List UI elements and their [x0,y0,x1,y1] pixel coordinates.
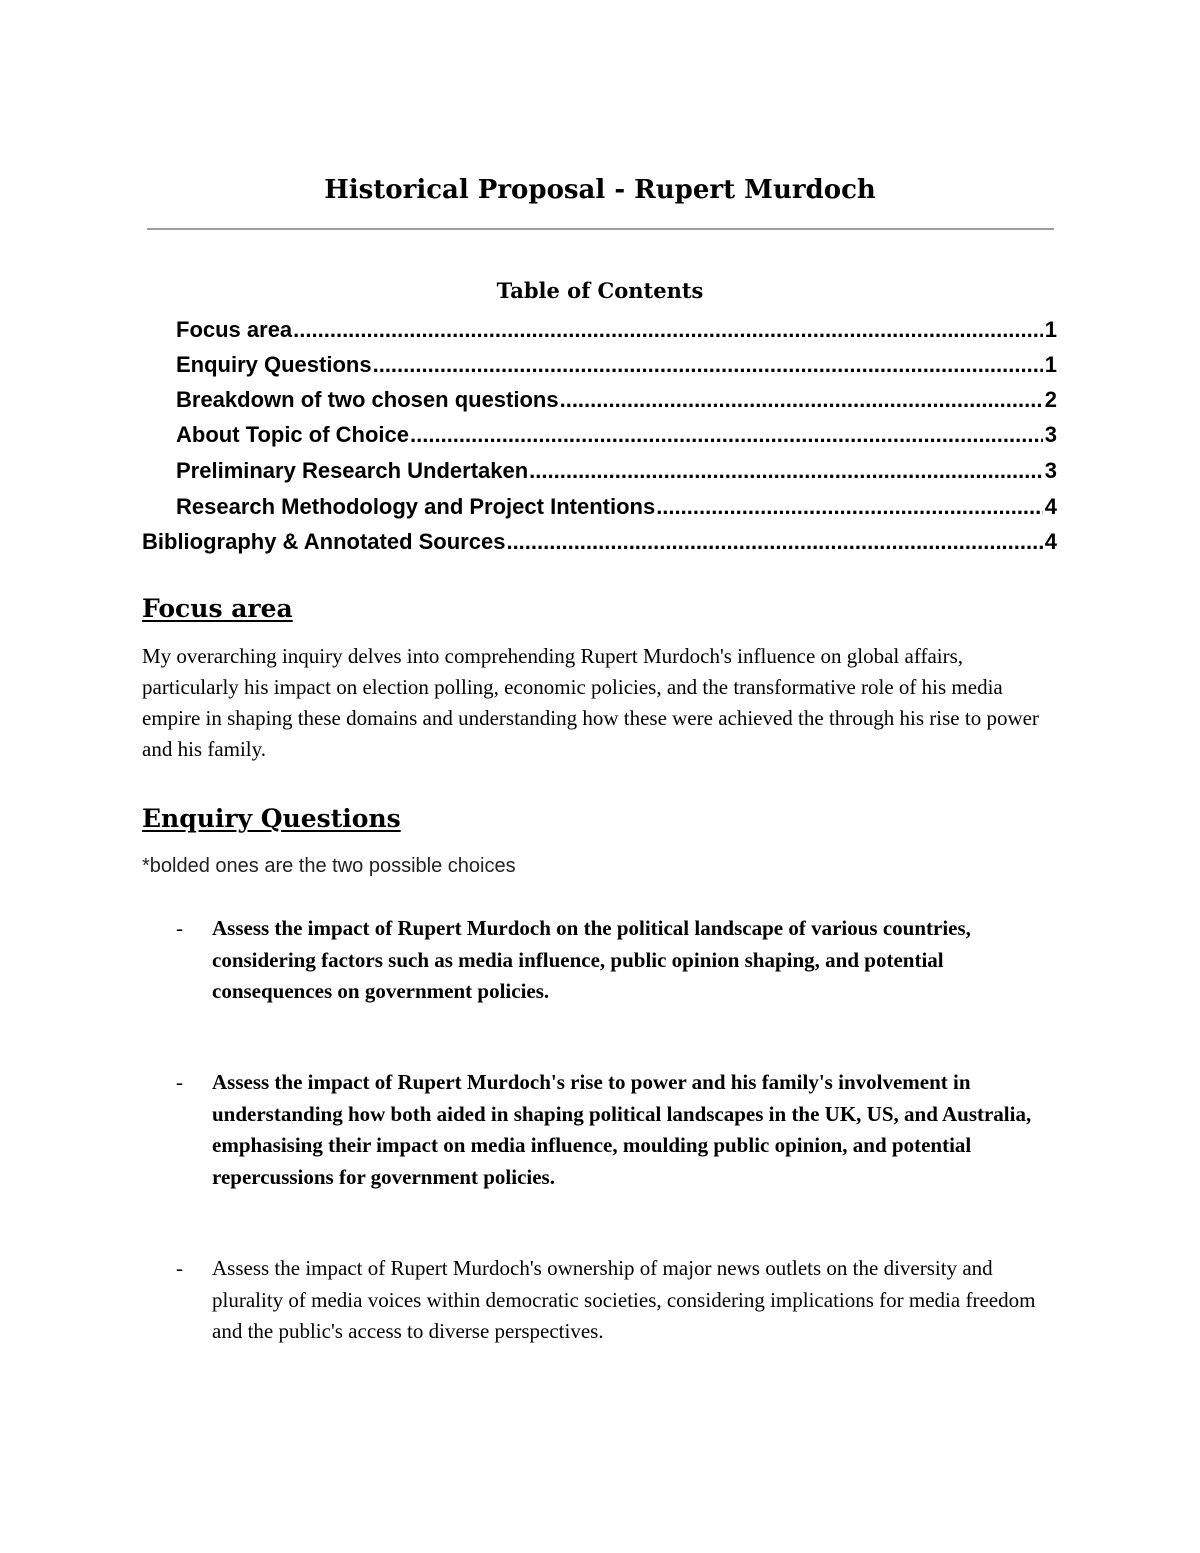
toc-leader-dots [656,491,1043,523]
toc-entry-page: 1 [1044,352,1057,377]
toc-entry-page: 3 [1044,458,1057,483]
focus-area-paragraph: My overarching inquiry delves into comprehending Rupert Murdoch's influence on global affairs, particularly his impact on election polling, economic policies, and the transformative role of his media empire in shaping these domains and understanding how these were achieved the through his rise to power and his family. [142,644,1039,761]
toc-entry-research-methodology[interactable] [176,491,1057,523]
toc-entry-label: Bibliography & Annotated Sources [142,529,506,554]
enquiry-question-text: Assess the impact of Rupert Murdoch's ownership of major news outlets on the diversity and plurality of media voices within democratic societies, considering implications for media freedom and the public's access to diverse perspectives. [212,1256,1036,1343]
toc-entry-label: Enquiry Questions [176,352,372,377]
toc-heading: Table of Contents [496,278,704,303]
toc-leader-dots [373,349,1043,381]
toc-entry-enquiry-questions[interactable] [176,349,1057,381]
document-title: Historical Proposal - Rupert Murdoch [324,175,876,205]
enquiry-questions-heading: Enquiry Questions [142,804,401,833]
bullet-dash: - [176,1256,183,1280]
toc-entry-bibliography[interactable] [142,526,1057,558]
enquiry-question-text: Assess the impact of Rupert Murdoch on the political landscape of various countries, considering factors such as media influence, public opinion shaping, and potential consequences on government policies. [212,916,971,1003]
bullet-dash: - [176,916,183,940]
toc-entry-about-topic[interactable] [176,419,1057,451]
toc-entry-label: Breakdown of two chosen questions [176,387,559,412]
enquiry-question-text: Assess the impact of Rupert Murdoch's rise to power and his family's involvement in understanding how both aided in shaping political landscapes in the UK, US, and Australia, emphasising their impact on media influence, moulding public opinion, and potential repercussions for government policies. [212,1070,1032,1189]
toc-leader-dots [560,384,1043,416]
toc-entry-focus-area[interactable] [176,314,1057,346]
focus-area-heading: Focus area [142,594,293,623]
bullet-dash: - [176,1070,183,1094]
toc-entry-preliminary-research[interactable] [176,455,1057,487]
enquiry-question-3 [176,1253,1061,1348]
toc-leader-dots [506,526,1042,558]
enquiry-question-1 [176,913,1061,1008]
title-divider [147,228,1054,230]
toc-leader-dots [410,419,1043,451]
toc-entry-page: 1 [1044,317,1057,342]
enquiry-question-2 [176,1067,1061,1193]
toc-entry-label: Focus area [176,317,293,342]
toc-entry-label: Research Methodology and Project Intentions [176,494,656,519]
toc-leader-dots [293,314,1043,346]
toc-entry-label: Preliminary Research Undertaken [176,458,529,483]
toc-entry-page: 3 [1044,422,1057,447]
enquiry-questions-note: *bolded ones are the two possible choices [142,855,516,877]
toc-entry-page: 2 [1044,387,1057,412]
toc-entry-breakdown[interactable] [176,384,1057,416]
toc-entry-page: 4 [1044,494,1057,519]
toc-entry-label: About Topic of Choice [176,422,410,447]
toc-leader-dots [529,455,1043,487]
toc-entry-page: 4 [1044,529,1057,554]
